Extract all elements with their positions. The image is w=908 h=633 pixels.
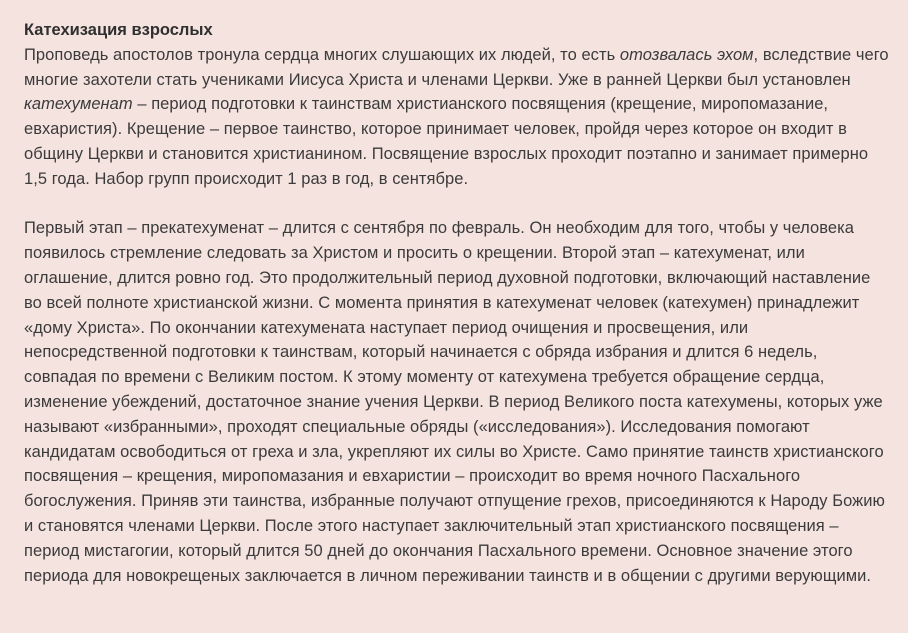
emphasis-catechumenate: катехуменат xyxy=(24,95,133,114)
paragraph-intro-text-3: – период подготовки к таинствам христианского посвящения (крещение, миропомазание, евхаристия). Крещение – первое таинство, которое принимает человек, пройдя через которое он входит в общину Церкви и становится христианином. Посвящение взрослых проходит поэтапно и занимает примерно 1,5 года. Набор групп происходит 1 раз в год, в сентябре. xyxy=(24,95,869,188)
paragraph-intro-text-1: Проповедь апостолов тронула сердца многих слушающих их людей, то есть xyxy=(24,45,620,64)
paragraph-stages: Первый этап – прекатехуменат – длится с сентября по февраль. Он необходим для того, чтобы у человека появилось стремление следовать за Христом и просить о крещении. Второй этап – катехуменат, или оглашение, длится ровно год. Это продолжительный период духовной подготовки, включающий наставление во всей полноте христианской жизни. С момента принятия в катехуменат человек (катехумен) принадлежит «дому Христа». По окончании катехумената наступает период очищения и просвещения, или непосредственной подготовки к таинствам, который начинается с обряда избрания и длится 6 недель, совпадая по времени с Великим постом. К этому моменту от катехумена требуется обращение сердца, изменение убеждений, достаточное знание учения Церкви. В период Великого поста катехумены, которых уже называют «избранными», проходят специальные обряды («исследования»). Исследования помогают кандидатам освободиться от греха и зла, укрепляют их силы во Христе. Само принятие таинств христианского посвящения – крещения, миропомазания и евхаристии – происходит во время ночного Пасхального богослужения. Приняв эти таинства, избранные получают отпущение грехов, присоединяются к Народу Божию и становятся членами Церкви. После этого наступает заключительный этап христианского посвящения – период мистагогии, который длится 50 дней до окончания Пасхального времени. Основное значение этого периода для новокрещеных заключается в личном переживании таинств и в общении с другими верующими. xyxy=(24,219,885,585)
paragraph-intro-text-2: , вследствие чего многие захотели стать учениками Иисуса Христа и членами Церкви. Уже в ранней Церкви был установлен xyxy=(24,45,889,89)
article-title: Катехизация взрослых xyxy=(24,21,213,39)
emphasis-echo: отозвалась эхом xyxy=(619,45,754,64)
article xyxy=(24,18,890,588)
paragraph-intro xyxy=(24,43,890,192)
